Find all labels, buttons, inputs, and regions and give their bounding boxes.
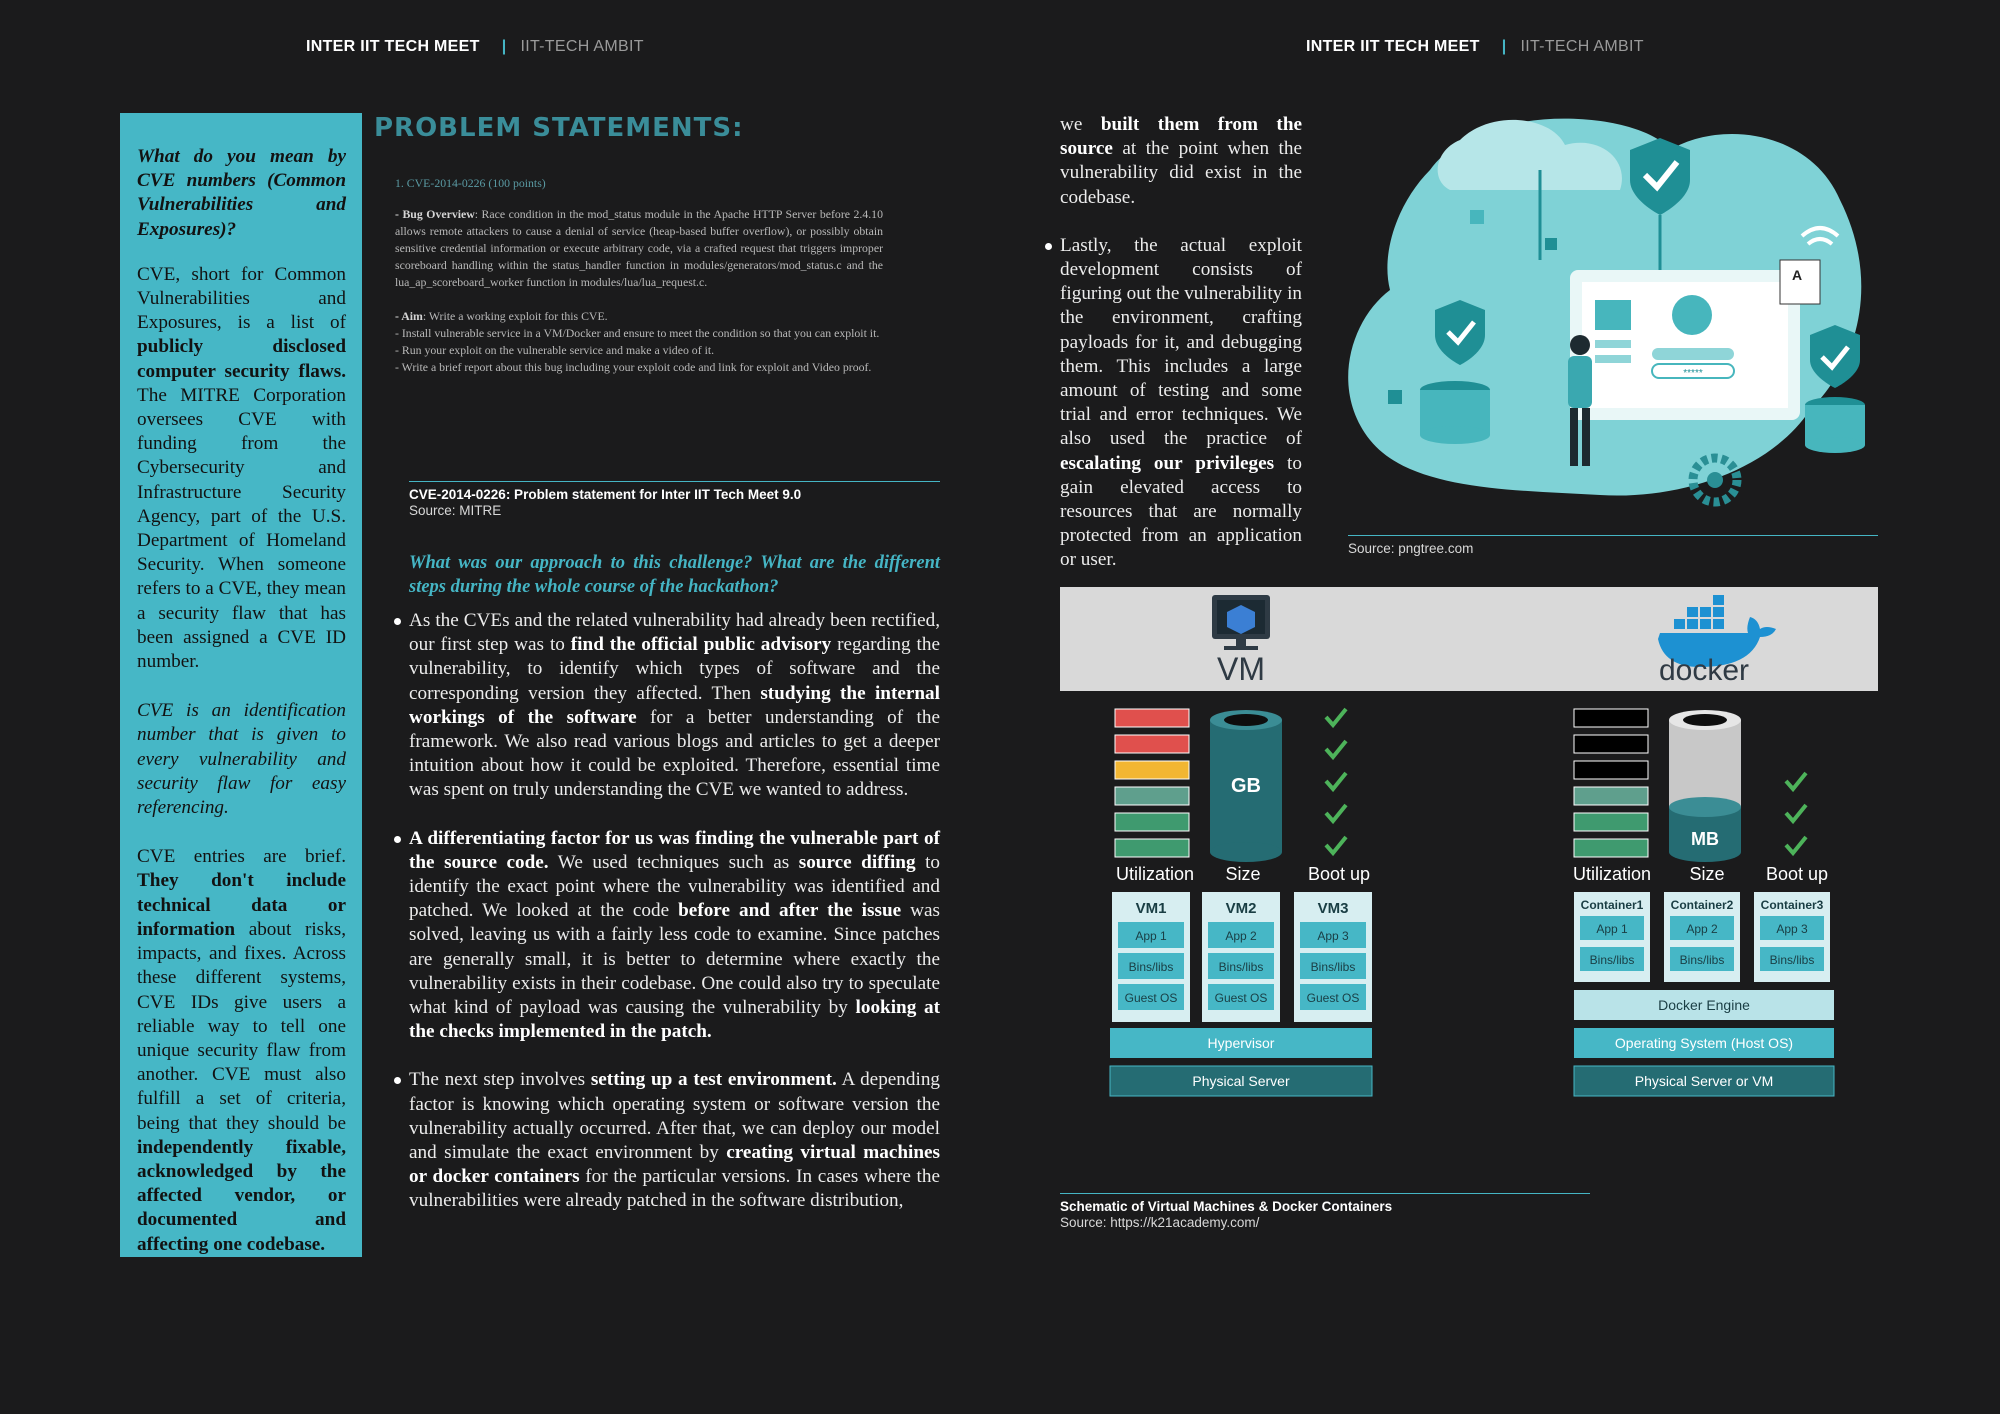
check-icon	[1786, 773, 1806, 789]
illustration-caption	[1348, 541, 1473, 557]
header-left	[306, 38, 644, 56]
sidebar-question: What do you mean by CVE numbers (Common Vulnerabilities and Exposures)?	[137, 146, 346, 240]
svg-text:App 1: App 1	[1135, 929, 1167, 943]
svg-text:App 2: App 2	[1686, 922, 1718, 936]
problem-statements-heading: PROBLEM STATEMENTS:	[374, 113, 744, 143]
svg-text:VM3: VM3	[1317, 900, 1349, 917]
container-box	[1574, 892, 1650, 982]
bullet-item: Lastly, the actual exploit development consists of figuring out the vulnerability in the environment, crafting payloads for it, and debugging them. This includes a large amount of testing and some trial and error techniques. We also used the practice of escalating our privileges to gain elevated access to resources that are normally protected from an application or user.	[1042, 234, 1302, 573]
cve-sidebar	[120, 113, 362, 1257]
problem-statement-box	[395, 175, 883, 376]
caption-title: CVE-2014-0226: Problem statement for Inter IIT Tech Meet 9.0	[409, 487, 802, 502]
bullet-item: As the CVEs and the related vulnerability had already been rectified, our first step was to find the official public advisory regarding the vulnerability, to identify which types of software and the corresponding version they affected. Then studying the internal workings of the software for a better understanding of the framework. We also read various blogs and articles to get a deeper intuition about how it could be exploited. Therefore, essential time was spent on truly understanding the CVE we wanted to address.	[391, 609, 940, 803]
bug-overview: - Bug Overview: Race condition in the mod_status module in the Apache HTTP Server before 2.4.10 allows remote attackers to cause a denial of service (heap-based buffer overflow), or possibly obtain sensitive credential information or execute arbitrary code, via a crafted request that triggers improper scoreboard handling within the status_handler function in modules/generators/mod_status.c and the lua_ap_scoreboard_worker function in modules/lua/lua_request.c.	[395, 207, 883, 289]
continued-paragraph: we built them from the source at the point when the vulnerability did exist in the codebase.	[1060, 114, 1303, 208]
svg-text:Physical Server or VM: Physical Server or VM	[1634, 1073, 1774, 1089]
header-divider: |	[1501, 38, 1507, 55]
approach-bullets	[391, 609, 940, 1238]
rating-stars: *****	[1683, 368, 1703, 379]
svg-text:Bins/libs: Bins/libs	[1128, 960, 1174, 974]
svg-text:A: A	[1792, 267, 1803, 283]
vm-size-label: GB	[1231, 775, 1261, 797]
check-icon	[1786, 805, 1806, 821]
physical-server-or-vm-layer	[1574, 1066, 1834, 1096]
check-icon	[1786, 837, 1806, 853]
check-icon	[1326, 805, 1346, 821]
problem-point: 1. CVE-2014-0226 (100 points)	[395, 176, 546, 190]
svg-text:App 3: App 3	[1776, 922, 1808, 936]
utilization-bar	[1574, 813, 1648, 831]
docker-col-size: Size	[1689, 864, 1725, 884]
header-subtitle: IIT-TECH AMBIT	[520, 38, 644, 55]
task-item: - Run your exploit on the vulnerable service and make a video of it.	[395, 343, 715, 357]
caption-source: Source: MITRE	[409, 503, 502, 518]
vm-logo-text: VM	[1217, 651, 1265, 687]
svg-text:Bins/libs: Bins/libs	[1769, 953, 1815, 967]
utilization-bar	[1574, 761, 1648, 779]
utilization-bar	[1115, 813, 1189, 831]
vm-col-size: Size	[1225, 864, 1261, 884]
docker-col-utilization: Utilization	[1572, 864, 1652, 884]
docker-col-bootup: Boot up	[1765, 864, 1829, 884]
utilization-bar	[1115, 761, 1189, 779]
caption-rule	[409, 481, 940, 482]
check-icon	[1326, 709, 1346, 725]
utilization-bar	[1115, 787, 1189, 805]
svg-text:Guest OS: Guest OS	[1214, 991, 1268, 1005]
svg-text:Docker Engine: Docker Engine	[1658, 997, 1750, 1013]
svg-text:Container2: Container2	[1670, 898, 1734, 912]
database-icon	[1805, 397, 1865, 453]
utilization-bar	[1574, 839, 1648, 857]
svg-text:Operating System (Host OS): Operating System (Host OS)	[1614, 1035, 1794, 1051]
header-divider: |	[501, 38, 507, 55]
sidebar-paragraph: CVE entries are brief. They don't include technical data or information about risks, impacts, and fixes. Across these different systems, CVE IDs give users a reliable way to tell one unique security flaw from another. CVE must also fulfill a set of criteria, being that they should be independently fixable, acknowledged by the affected vendor, or documented and affecting one codebase.	[137, 846, 346, 1255]
caption-title: Schematic of Virtual Machines & Docker Containers	[1060, 1199, 1393, 1214]
check-icon	[1326, 837, 1346, 853]
container-box	[1664, 892, 1740, 982]
diagram-caption	[1060, 1199, 1392, 1231]
vm-box	[1112, 892, 1190, 1022]
svg-text:Hypervisor: Hypervisor	[1207, 1035, 1275, 1051]
svg-text:Container1: Container1	[1580, 898, 1644, 912]
bullet-item: A differentiating factor for us was finding the vulnerable part of the source code. We used techniques such as source diffing to identify the exact point where the vulnerability was identified and patched. We looked at the code before and after the issue was solved, leaving us with a fairly less code to examine. Since patches are generally small, it is better to determine where exactly the vulnerability exists in their codebase. One could also try to speculate what kind of payload was causing the vulnerability by looking at the checks implemented in the patch.	[391, 827, 940, 1045]
docker-bootup-checks	[1786, 773, 1806, 853]
vm-col-utilization: Utilization	[1115, 864, 1195, 884]
bullet-item: The next step involves setting up a test environment. A depending factor is knowing which operating system or software version the vulnerability actually occurred. After that, we can deploy our model and simulate the exact environment by creating virtual machines or docker containers for the particular versions. In cases where the vulnerabilities were already patched in the software distribution,	[391, 1068, 940, 1213]
caption-rule	[1060, 1193, 1590, 1194]
utilization-bar	[1115, 709, 1189, 727]
caption-rule	[1348, 535, 1878, 536]
security-illustration	[1340, 110, 1880, 520]
utilization-bar	[1115, 839, 1189, 857]
caption-source: Source: https://k21academy.com/	[1060, 1215, 1260, 1230]
vm-utilization-bars	[1115, 709, 1189, 857]
header-subtitle: IIT-TECH AMBIT	[1520, 38, 1644, 55]
approach-question: What was our approach to this challenge? What are the different steps during the whole course of the hackathon?	[409, 553, 940, 597]
svg-text:Bins/libs: Bins/libs	[1218, 960, 1264, 974]
svg-text:VM2: VM2	[1225, 900, 1257, 917]
right-text-column	[1042, 113, 1302, 573]
problem-caption	[409, 487, 801, 519]
svg-text:App 3: App 3	[1317, 929, 1349, 943]
task-item: - Write a brief report about this bug including your exploit code and link for exploit and Video proof.	[395, 360, 872, 374]
header-right	[1306, 38, 1644, 56]
header-title: INTER IIT TECH MEET	[306, 38, 480, 55]
physical-server-layer	[1110, 1066, 1372, 1096]
svg-text:Physical Server: Physical Server	[1192, 1073, 1290, 1089]
docker-utilization-bars	[1574, 709, 1648, 857]
docker-logo-text: docker	[1658, 654, 1750, 687]
aim: - Aim: Write a working exploit for this CVE.	[395, 309, 608, 323]
vm-col-bootup: Boot up	[1307, 864, 1371, 884]
user-avatar-icon	[1672, 295, 1712, 335]
utilization-bar	[1115, 735, 1189, 753]
header-title: INTER IIT TECH MEET	[1306, 38, 1480, 55]
vm-docker-diagram	[1060, 587, 1878, 1107]
sidebar-italic-note: CVE is an identification number that is given to every vulnerability and security flaw for easy referencing.	[137, 700, 346, 819]
svg-text:App 1: App 1	[1596, 922, 1628, 936]
hypervisor-layer	[1110, 1028, 1372, 1058]
svg-text:Bins/libs: Bins/libs	[1589, 953, 1635, 967]
svg-text:Container3: Container3	[1760, 898, 1824, 912]
utilization-bar	[1574, 787, 1648, 805]
sidebar-paragraph: CVE, short for Common Vulnerabilities and Exposures, is a list of publicly disclosed computer security flaws. The MITRE Corporation oversees CVE with funding from the Cybersecurity and Infrastructure Security Agency, part of the U.S. Department of Homeland Security. When someone refers to a CVE, they mean a security flaw that has been assigned a CVE ID number.	[137, 263, 346, 673]
check-icon	[1326, 773, 1346, 789]
database-icon	[1420, 381, 1490, 444]
check-icon	[1326, 741, 1346, 757]
vm-box	[1202, 892, 1280, 1022]
utilization-bar	[1574, 735, 1648, 753]
svg-text:App 2: App 2	[1225, 929, 1257, 943]
task-item: - Install vulnerable service in a VM/Docker and ensure to meet the condition so that you can exploit it.	[395, 326, 880, 340]
container-box	[1754, 892, 1830, 982]
vm-bootup-checks	[1326, 709, 1346, 853]
svg-text:Bins/libs: Bins/libs	[1679, 953, 1725, 967]
docker-size-label: MB	[1691, 829, 1719, 849]
svg-text:Guest OS: Guest OS	[1124, 991, 1178, 1005]
utilization-bar	[1574, 709, 1648, 727]
docker-engine-layer	[1574, 990, 1834, 1020]
svg-text:VM1: VM1	[1135, 900, 1167, 917]
host-os-layer	[1574, 1028, 1834, 1058]
vm-box	[1294, 892, 1372, 1022]
svg-text:Guest OS: Guest OS	[1306, 991, 1360, 1005]
svg-text:Bins/libs: Bins/libs	[1310, 960, 1356, 974]
caption-source: Source: pngtree.com	[1348, 541, 1474, 556]
